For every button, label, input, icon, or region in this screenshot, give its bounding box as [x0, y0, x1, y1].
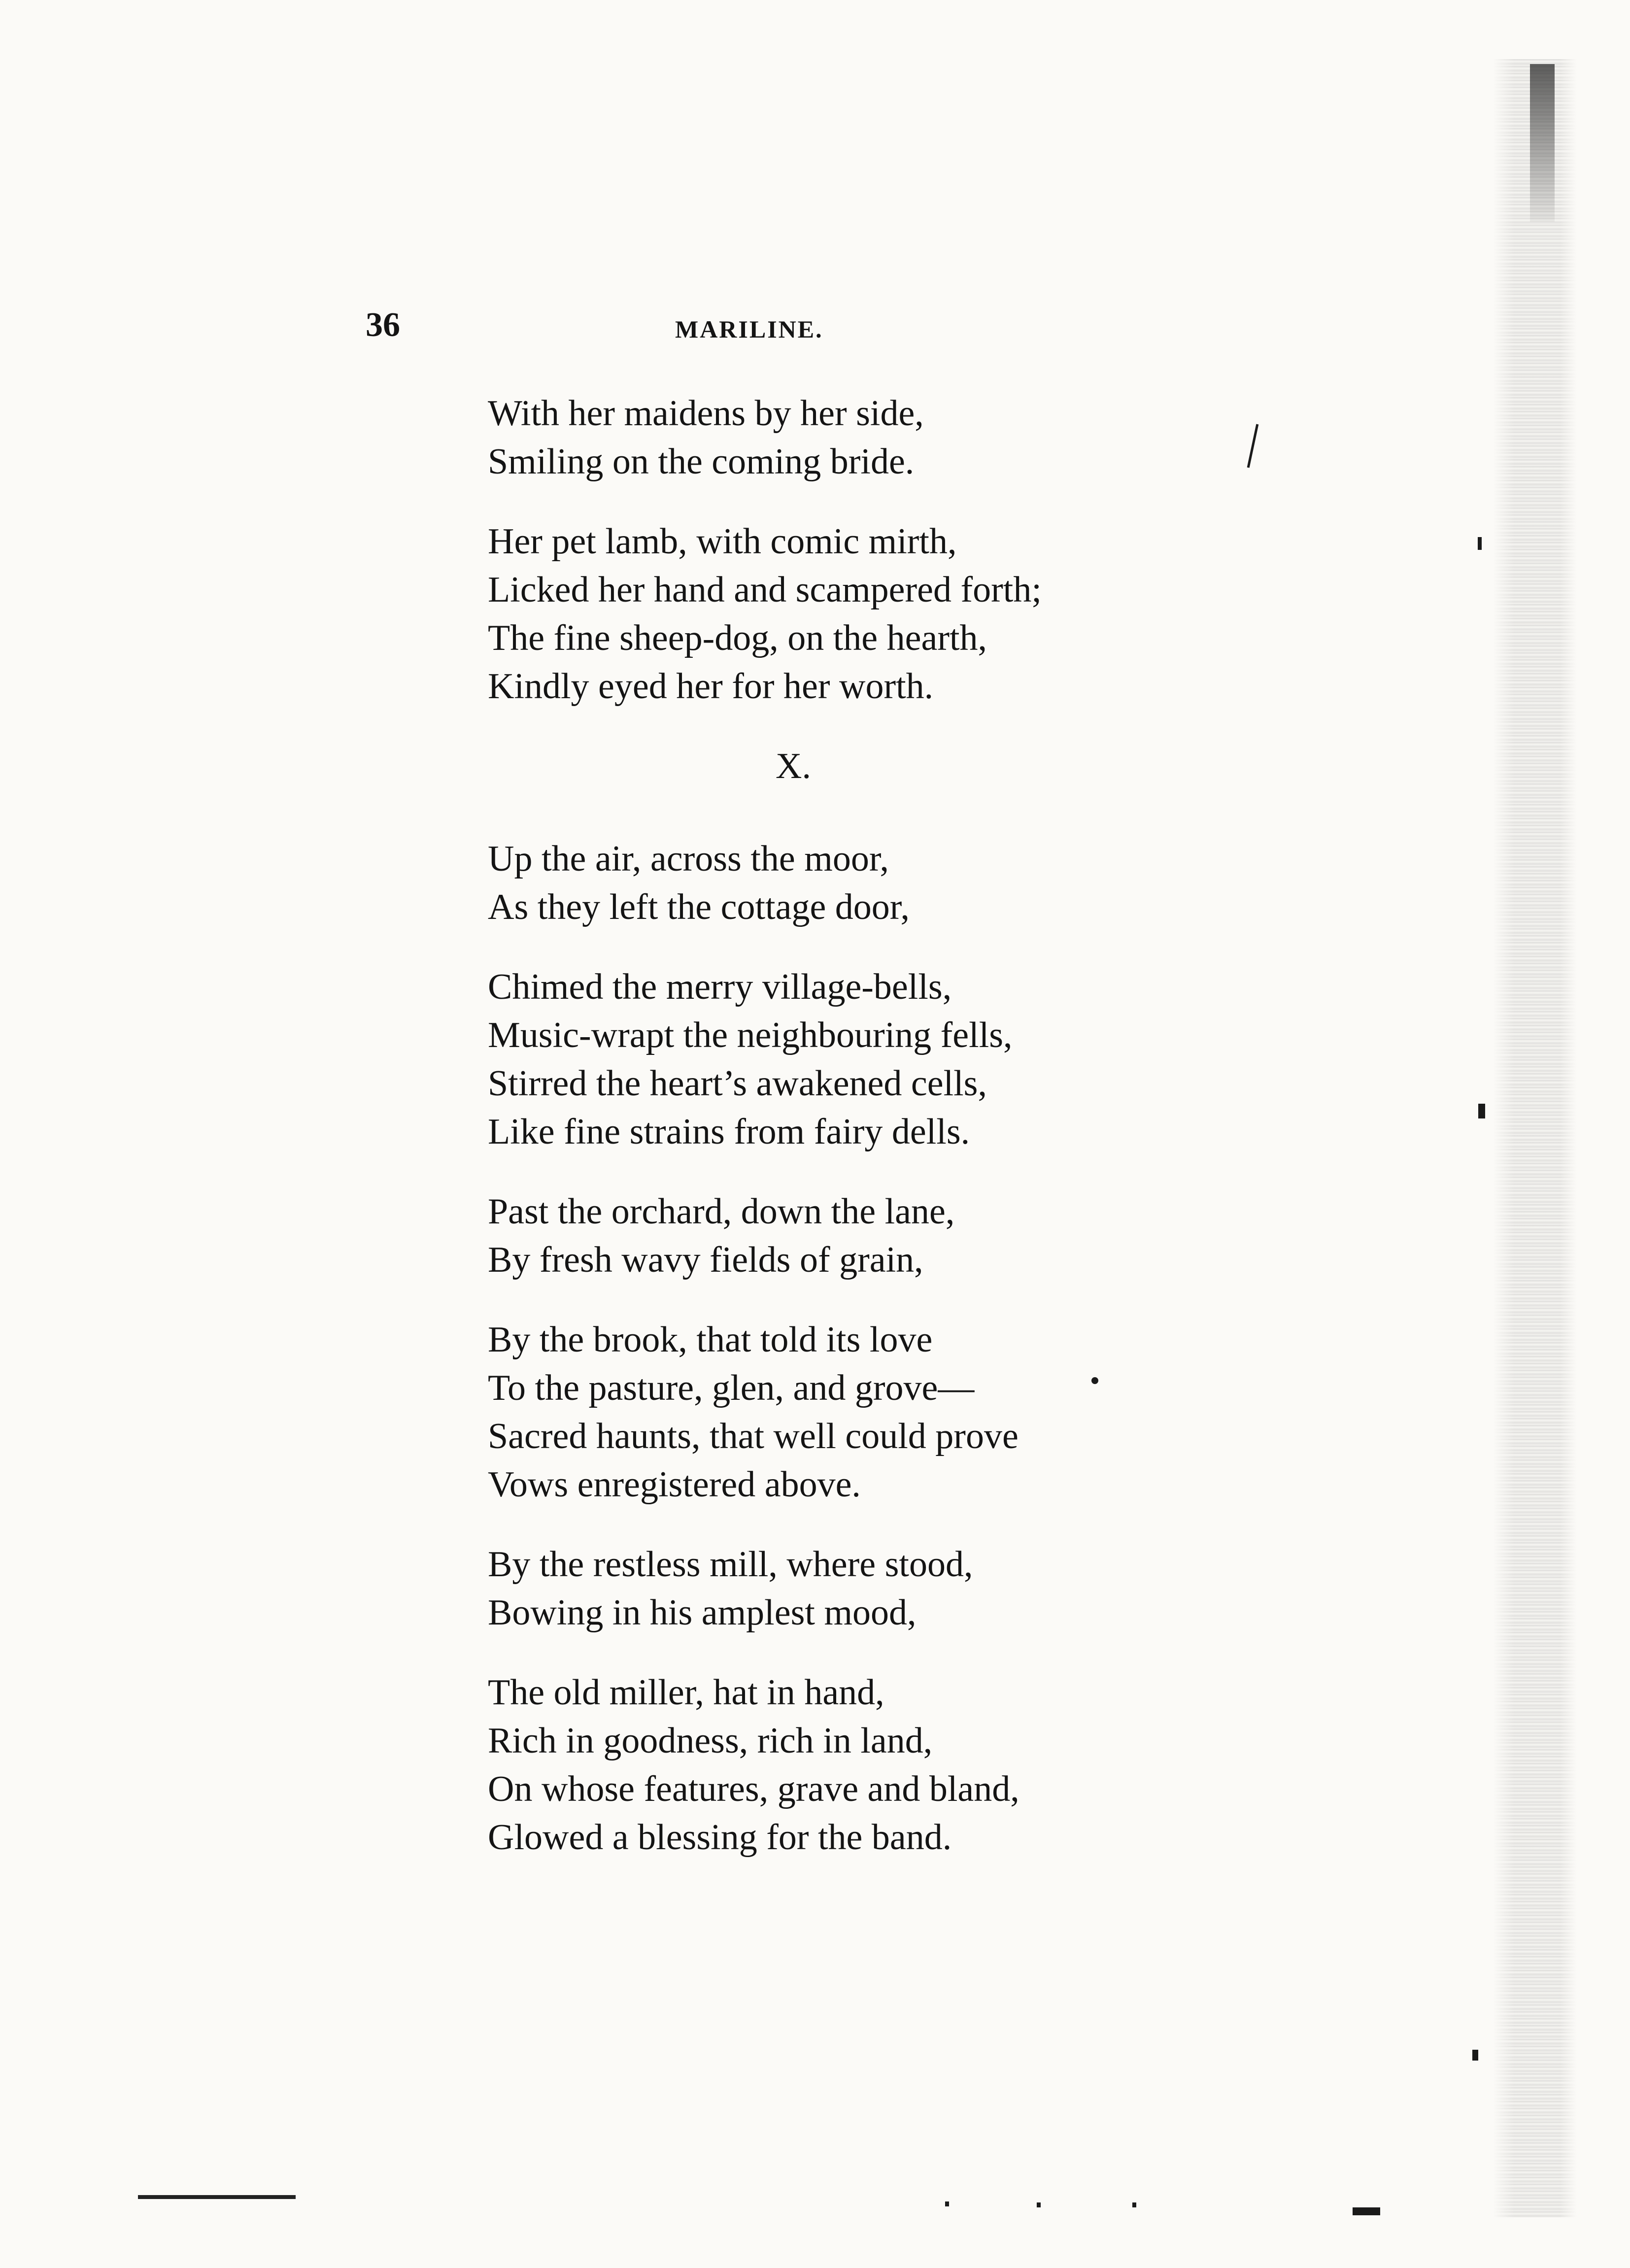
poem-line: As they left the cottage door, — [488, 887, 910, 927]
section-heading: X. — [776, 746, 811, 786]
stanza — [488, 1668, 1128, 1862]
stanza — [488, 1540, 1128, 1637]
stanza — [488, 963, 1128, 1156]
poem-line: Chimed the merry village-bells, — [488, 967, 952, 1007]
poem-line: The old miller, hat in hand, — [488, 1672, 884, 1713]
ink-speck — [1132, 2202, 1136, 2207]
poem-line: Glowed a blessing for the band. — [488, 1817, 952, 1858]
ink-speck — [1091, 1377, 1098, 1384]
page-number: 36 — [366, 306, 400, 344]
poem-line: Music-wrapt the neighbouring fells, — [488, 1015, 1013, 1055]
poem-line: Rich in goodness, rich in land, — [488, 1721, 933, 1761]
page-header — [0, 301, 1630, 350]
poem-line: Up the air, across the moor, — [488, 839, 889, 879]
ink-speck — [1478, 1104, 1485, 1118]
ink-speck — [1037, 2202, 1041, 2207]
poem-line: Like fine strains from fairy dells. — [488, 1112, 970, 1152]
ink-speck — [1353, 2207, 1380, 2215]
poem-line: With her maidens by her side, — [488, 393, 924, 434]
poem-line: On whose features, grave and bland, — [488, 1769, 1019, 1809]
stanza — [488, 835, 1128, 931]
poem-line: To the pasture, glen, and grove— — [488, 1368, 975, 1408]
stanza — [488, 1316, 1128, 1509]
ink-speck — [1472, 2050, 1478, 2061]
poem-line: By fresh wavy fields of grain, — [488, 1240, 923, 1280]
stanza — [488, 517, 1128, 711]
page-gutter-shadow — [1493, 59, 1577, 2217]
poem-line: Stirred the heart’s awakened cells, — [488, 1063, 987, 1104]
ink-speck — [1478, 537, 1482, 550]
poem-line: The fine sheep-dog, on the hearth, — [488, 618, 987, 658]
poem-line: Past the orchard, down the lane, — [488, 1191, 955, 1232]
poem-line: Her pet lamb, with comic mirth, — [488, 521, 957, 562]
poem-line: By the brook, that told its love — [488, 1320, 933, 1360]
poem-body — [488, 389, 1128, 1893]
bottom-rule-mark — [138, 2195, 296, 2199]
stanza — [488, 389, 1128, 486]
ink-speck — [945, 2201, 949, 2206]
poem-line: By the restless mill, where stood, — [488, 1544, 973, 1585]
ink-speck — [1247, 424, 1259, 468]
poem-line: Vows enregistered above. — [488, 1464, 861, 1505]
page-gutter-dark-edge — [1530, 64, 1555, 222]
poem-line: Kindly eyed her for her worth. — [488, 666, 934, 707]
poem-line: Sacred haunts, that well could prove — [488, 1416, 1019, 1456]
poem-line: Smiling on the coming bride. — [488, 441, 915, 482]
poem-line: Licked her hand and scampered forth; — [488, 570, 1042, 610]
running-title: MARILINE. — [675, 315, 823, 343]
stanza — [488, 1187, 1128, 1284]
poem-line: Bowing in his amplest mood, — [488, 1592, 917, 1633]
